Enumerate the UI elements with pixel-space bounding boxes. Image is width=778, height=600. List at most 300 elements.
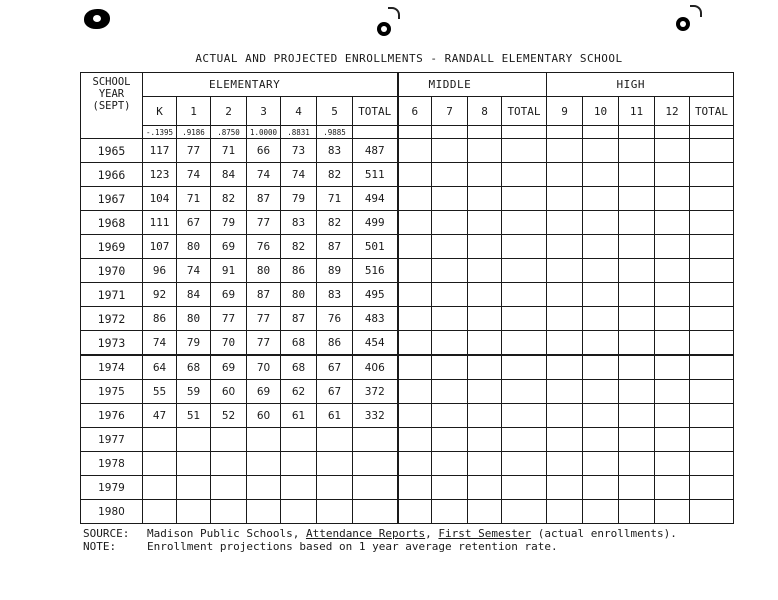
empty-cell [547,355,583,380]
elementary-total-cell: 495 [353,283,398,307]
empty-cell [468,163,502,187]
empty-cell [690,428,734,452]
enrollment-cell: 84 [211,163,247,187]
elementary-total-cell [353,476,398,500]
empty-cell [655,476,690,500]
empty-cell [502,331,547,356]
empty-cell [398,139,432,163]
empty-cell [690,331,734,356]
enrollment-cell [211,500,247,524]
school-year-cell: 1967 [81,187,143,211]
enrollment-cell: 66 [247,139,281,163]
empty-cell [432,187,468,211]
school-year-cell: 1965 [81,139,143,163]
elementary-total-cell: 511 [353,163,398,187]
enrollment-cell [317,500,353,524]
empty-cell [583,428,619,452]
enrollment-cell: 80 [281,283,317,307]
empty-cell [502,163,547,187]
table-row [81,235,734,259]
enrollment-cell: 83 [281,211,317,235]
enrollment-cell: 86 [317,331,353,356]
table-row [81,211,734,235]
empty-cell [468,283,502,307]
empty-cell [547,211,583,235]
empty-cell [468,355,502,380]
empty-cell [547,500,583,524]
enrollment-cell [177,428,211,452]
middle-grade-header: TOTAL [502,97,547,126]
enrollment-cell [143,500,177,524]
retention-rate-blank [547,126,583,139]
empty-cell [690,163,734,187]
empty-cell [398,355,432,380]
source-reference: Attendance Reports [305,527,426,540]
empty-cell [583,259,619,283]
elementary-total-cell: 494 [353,187,398,211]
empty-cell [690,139,734,163]
elementary-total-cell: 499 [353,211,398,235]
high-grade-header: TOTAL [690,97,734,126]
empty-cell [502,139,547,163]
enrollment-cell: 83 [317,139,353,163]
enrollment-cell: 111 [143,211,177,235]
enrollment-cell: 117 [143,139,177,163]
empty-cell [619,163,655,187]
enrollment-cell: 67 [177,211,211,235]
enrollment-cell [211,476,247,500]
empty-cell [583,139,619,163]
enrollment-cell: 79 [281,187,317,211]
empty-cell [468,500,502,524]
table-row [81,163,734,187]
retention-rate: -.1395 [143,126,177,139]
empty-cell [619,331,655,356]
enrollment-cell: 47 [143,404,177,428]
retention-rate-blank [398,126,432,139]
table-row [81,452,734,476]
school-year-header [81,73,143,139]
enrollment-cell: 86 [281,259,317,283]
empty-cell [583,500,619,524]
enrollment-cell: 76 [247,235,281,259]
enrollment-cell [247,476,281,500]
empty-cell [690,355,734,380]
empty-cell [547,139,583,163]
elementary-grade-header: 5 [317,97,353,126]
source-text: Madison Public Schools, [147,527,306,540]
enrollment-cell [177,452,211,476]
empty-cell [583,452,619,476]
empty-cell [502,235,547,259]
enrollment-cell: 55 [143,380,177,404]
punch-hole-icon [84,9,110,29]
empty-cell [432,355,468,380]
school-year-header-line: YEAR [98,88,125,100]
empty-cell [655,259,690,283]
enrollment-cell [281,428,317,452]
enrollment-cell: 87 [281,307,317,331]
empty-cell [547,476,583,500]
school-year-cell: 1975 [81,380,143,404]
empty-cell [690,380,734,404]
punch-hole-icon [676,17,690,31]
enrollment-cell: 80 [247,259,281,283]
enrollment-cell [281,452,317,476]
empty-cell [619,428,655,452]
retention-rate-blank [583,126,619,139]
enrollment-cell: 92 [143,283,177,307]
retention-rate-blank [468,126,502,139]
enrollment-cell: 61 [317,404,353,428]
retention-rate-blank [690,126,734,139]
table-row [81,283,734,307]
enrollment-cell: 74 [177,259,211,283]
empty-cell [432,452,468,476]
empty-cell [468,331,502,356]
enrollment-cell: 76 [317,307,353,331]
retention-rate: .9186 [177,126,211,139]
empty-cell [583,235,619,259]
empty-cell [432,139,468,163]
high-group-header: HIGH [547,73,734,97]
enrollment-cell [247,428,281,452]
elementary-total-cell [353,428,398,452]
empty-cell [655,139,690,163]
empty-cell [468,307,502,331]
table-row [81,476,734,500]
retention-rate-blank [655,126,690,139]
empty-cell [468,187,502,211]
empty-cell [583,355,619,380]
empty-cell [583,283,619,307]
empty-cell [398,428,432,452]
enrollment-cell [143,452,177,476]
school-year-cell: 1980 [81,500,143,524]
empty-cell [468,211,502,235]
retention-rate-blank [432,126,468,139]
enrollment-cell: 77 [211,307,247,331]
empty-cell [398,380,432,404]
elementary-total-cell: 454 [353,331,398,356]
empty-cell [690,259,734,283]
enrollment-cell: 61 [281,404,317,428]
enrollment-cell: 74 [281,163,317,187]
retention-rate: .8750 [211,126,247,139]
empty-cell [619,259,655,283]
enrollment-cell: 67 [317,355,353,380]
school-year-cell: 1977 [81,428,143,452]
enrollment-cell [281,476,317,500]
empty-cell [398,307,432,331]
enrollment-cell: 69 [211,283,247,307]
elementary-total-cell: 483 [353,307,398,331]
school-year-cell: 1979 [81,476,143,500]
table-row [81,500,734,524]
table-row [81,355,734,380]
school-year-header-line: SCHOOL [92,76,131,88]
empty-cell [655,187,690,211]
enrollment-cell: 80 [177,235,211,259]
empty-cell [690,452,734,476]
empty-cell [398,500,432,524]
high-grade-header: 10 [583,97,619,126]
retention-rate-blank [353,126,398,139]
empty-cell [655,235,690,259]
enrollment-cell: 87 [317,235,353,259]
empty-cell [432,428,468,452]
enrollment-cell: 87 [247,187,281,211]
enrollment-cell: 82 [281,235,317,259]
retention-rate: .9885 [317,126,353,139]
empty-cell [468,380,502,404]
enrollment-cell: 68 [281,355,317,380]
retention-rate-blank [619,126,655,139]
empty-cell [655,404,690,428]
enrollment-cell [317,476,353,500]
empty-cell [468,428,502,452]
high-grade-header: 9 [547,97,583,126]
table-row [81,380,734,404]
elementary-total-cell [353,500,398,524]
elementary-total-cell: 487 [353,139,398,163]
empty-cell [398,163,432,187]
empty-cell [619,500,655,524]
enrollment-cell: 123 [143,163,177,187]
empty-cell [502,259,547,283]
school-year-cell: 1968 [81,211,143,235]
paper-curl-icon [388,7,400,19]
enrollment-cell: 59 [177,380,211,404]
empty-cell [619,187,655,211]
empty-cell [432,259,468,283]
enrollment-cell [143,476,177,500]
enrollment-cell [211,452,247,476]
enrollment-cell: 60 [211,380,247,404]
enrollment-cell [211,428,247,452]
empty-cell [398,331,432,356]
empty-cell [655,331,690,356]
empty-cell [619,355,655,380]
empty-cell [690,283,734,307]
empty-cell [468,476,502,500]
empty-cell [619,380,655,404]
school-year-cell: 1969 [81,235,143,259]
middle-grade-header: 6 [398,97,432,126]
empty-cell [547,380,583,404]
empty-cell [655,428,690,452]
elementary-total-cell: 406 [353,355,398,380]
retention-rate: 1.0000 [247,126,281,139]
empty-cell [690,500,734,524]
note-label: NOTE: [83,540,117,553]
elementary-group-header: ELEMENTARY [143,73,398,97]
empty-cell [432,476,468,500]
enrollment-cell: 77 [247,307,281,331]
enrollment-cell: 80 [177,307,211,331]
empty-cell [655,500,690,524]
middle-group-header: MIDDLE [398,73,547,97]
empty-cell [547,307,583,331]
elementary-total-cell: 501 [353,235,398,259]
empty-cell [547,163,583,187]
empty-cell [619,404,655,428]
empty-cell [502,476,547,500]
school-year-cell: 1972 [81,307,143,331]
enrollment-cell [143,428,177,452]
empty-cell [468,404,502,428]
enrollment-cell: 64 [143,355,177,380]
empty-cell [583,380,619,404]
enrollment-cell: 73 [281,139,317,163]
table-row [81,259,734,283]
empty-cell [502,187,547,211]
elementary-grade-header: K [143,97,177,126]
empty-cell [502,380,547,404]
empty-cell [619,476,655,500]
empty-cell [432,307,468,331]
school-year-cell: 1966 [81,163,143,187]
enrollment-cell: 87 [247,283,281,307]
source-label: SOURCE: [83,527,130,540]
empty-cell [502,404,547,428]
empty-cell [398,452,432,476]
empty-cell [547,404,583,428]
empty-cell [583,404,619,428]
table-row [81,404,734,428]
enrollment-cell: 107 [143,235,177,259]
enrollment-cell [177,476,211,500]
enrollment-cell: 69 [211,355,247,380]
empty-cell [398,259,432,283]
enrollment-cell: 68 [177,355,211,380]
empty-cell [547,331,583,356]
enrollment-cell: 70 [247,355,281,380]
empty-cell [432,404,468,428]
empty-cell [619,307,655,331]
empty-cell [690,211,734,235]
empty-cell [468,452,502,476]
empty-cell [619,139,655,163]
empty-cell [583,331,619,356]
empty-cell [432,331,468,356]
high-grade-header: 12 [655,97,690,126]
empty-cell [502,452,547,476]
enrollment-cell: 77 [177,139,211,163]
page-title: ACTUAL AND PROJECTED ENROLLMENTS - RANDALL ELEMENTARY SCHOOL [195,52,623,65]
empty-cell [432,283,468,307]
enrollment-cell: 89 [317,259,353,283]
empty-cell [655,452,690,476]
source-line [83,527,677,540]
enrollment-cell: 52 [211,404,247,428]
empty-cell [655,163,690,187]
elementary-grade-header: 1 [177,97,211,126]
table-row [81,139,734,163]
empty-cell [398,211,432,235]
elementary-total-cell: 332 [353,404,398,428]
enrollment-cell: 82 [317,211,353,235]
empty-cell [502,428,547,452]
paper-curl-icon [690,5,702,17]
empty-cell [655,355,690,380]
school-year-cell: 1978 [81,452,143,476]
empty-cell [398,283,432,307]
empty-cell [547,452,583,476]
school-year-cell: 1970 [81,259,143,283]
enrollment-cell: 83 [317,283,353,307]
elementary-total-cell [353,452,398,476]
enrollment-cell: 51 [177,404,211,428]
middle-grade-header: 7 [432,97,468,126]
empty-cell [502,500,547,524]
middle-grade-header: 8 [468,97,502,126]
empty-cell [655,211,690,235]
enrollment-cell: 69 [211,235,247,259]
retention-rate-blank [502,126,547,139]
enrollment-cell: 67 [317,380,353,404]
elementary-grade-header: TOTAL [353,97,398,126]
source-reference: First Semester [438,527,532,540]
enrollment-cell: 71 [177,187,211,211]
elementary-total-cell: 372 [353,380,398,404]
empty-cell [690,476,734,500]
empty-cell [432,211,468,235]
empty-cell [502,283,547,307]
enrollment-cell [177,500,211,524]
enrollment-cell: 84 [177,283,211,307]
enrollment-cell: 60 [247,404,281,428]
enrollment-cell: 82 [317,163,353,187]
enrollment-table [80,72,734,524]
empty-cell [468,235,502,259]
empty-cell [398,235,432,259]
empty-cell [619,235,655,259]
enrollment-cell: 91 [211,259,247,283]
empty-cell [432,380,468,404]
enrollment-cell: 68 [281,331,317,356]
enrollment-cell [281,500,317,524]
note-line [83,540,677,553]
enrollment-cell: 82 [211,187,247,211]
source-text: (actual enrollments). [531,527,677,540]
elementary-grade-header: 2 [211,97,247,126]
table-row [81,187,734,211]
empty-cell [432,163,468,187]
empty-cell [583,163,619,187]
school-year-cell: 1976 [81,404,143,428]
empty-cell [583,211,619,235]
empty-cell [655,307,690,331]
empty-cell [690,404,734,428]
empty-cell [583,187,619,211]
empty-cell [547,187,583,211]
empty-cell [655,283,690,307]
empty-cell [583,307,619,331]
high-grade-header: 11 [619,97,655,126]
enrollment-cell [247,452,281,476]
enrollment-cell: 70 [211,331,247,356]
table-row [81,331,734,356]
enrollment-cell: 74 [143,331,177,356]
empty-cell [655,380,690,404]
enrollment-cell: 96 [143,259,177,283]
enrollment-cell: 71 [211,139,247,163]
footer [83,527,677,553]
punch-hole-icon [377,22,391,36]
enrollment-cell: 77 [247,331,281,356]
school-year-cell: 1973 [81,331,143,356]
